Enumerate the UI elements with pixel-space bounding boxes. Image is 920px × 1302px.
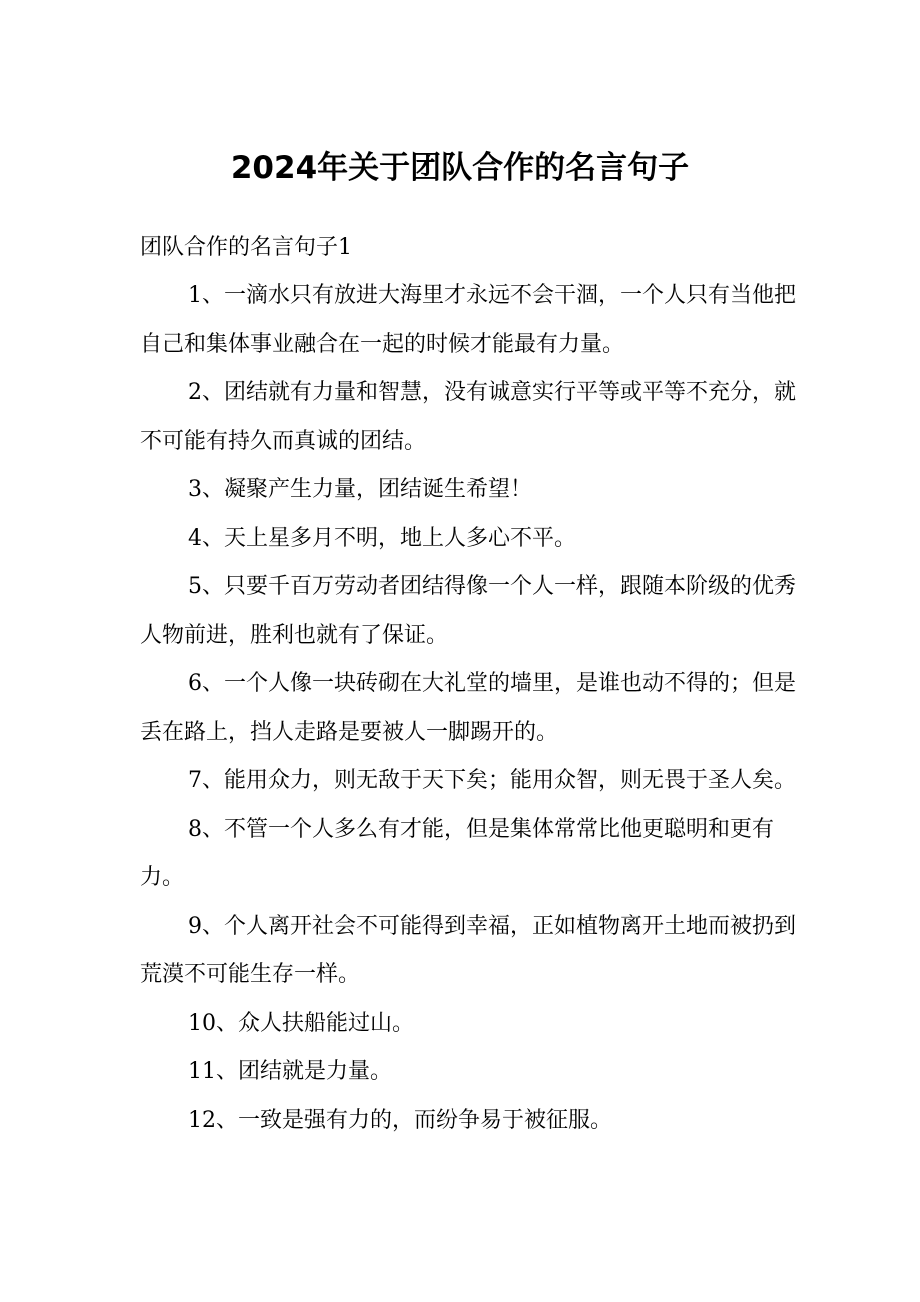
quote-item: 6、一个人像一块砖砌在大礼堂的墙里，是谁也动不得的；但是丢在路上，挡人走路是要被人一脚踢开的。 [140, 671, 796, 745]
quote-item: 4、天上星多月不明，地上人多心不平。 [188, 525, 576, 551]
quote-item: 12、一致是强有力的，而纷争易于被征服。 [188, 1107, 612, 1133]
quote-item: 9、个人离开社会不可能得到幸福，正如植物离开土地而被扔到荒漠不可能生存一样。 [140, 913, 796, 987]
quote-item: 8、不管一个人多么有才能，但是集体常常比他更聪明和更有力。 [140, 816, 774, 890]
quote-item: 5、只要千百万劳动者团结得像一个人一样，跟随本阶级的优秀人物前进，胜利也就有了保证。 [140, 574, 796, 648]
quote-item: 1、一滴水只有放进大海里才永远不会干涸，一个人只有当他把自己和集体事业融合在一起的时候才能最有力量。 [140, 283, 796, 357]
quote-item: 2、团结就有力量和智慧，没有诚意实行平等或平等不充分，就不可能有持久而真诚的团结。 [140, 380, 796, 454]
quote-item: 3、凝聚产生力量，团结诞生希望！ [188, 477, 532, 502]
quote-item: 11、团结就是力量。 [188, 1059, 392, 1084]
quote-item: 10、众人扶船能过山。 [188, 1010, 414, 1036]
quote-item: 7、能用众力，则无敌于天下矣；能用众智，则无畏于圣人矣。 [188, 768, 796, 793]
quote-list [140, 272, 800, 1145]
document-title: 2024年关于团队合作的名言句子 [230, 150, 690, 186]
section-heading: 团队合作的名言句子1 [140, 235, 352, 260]
